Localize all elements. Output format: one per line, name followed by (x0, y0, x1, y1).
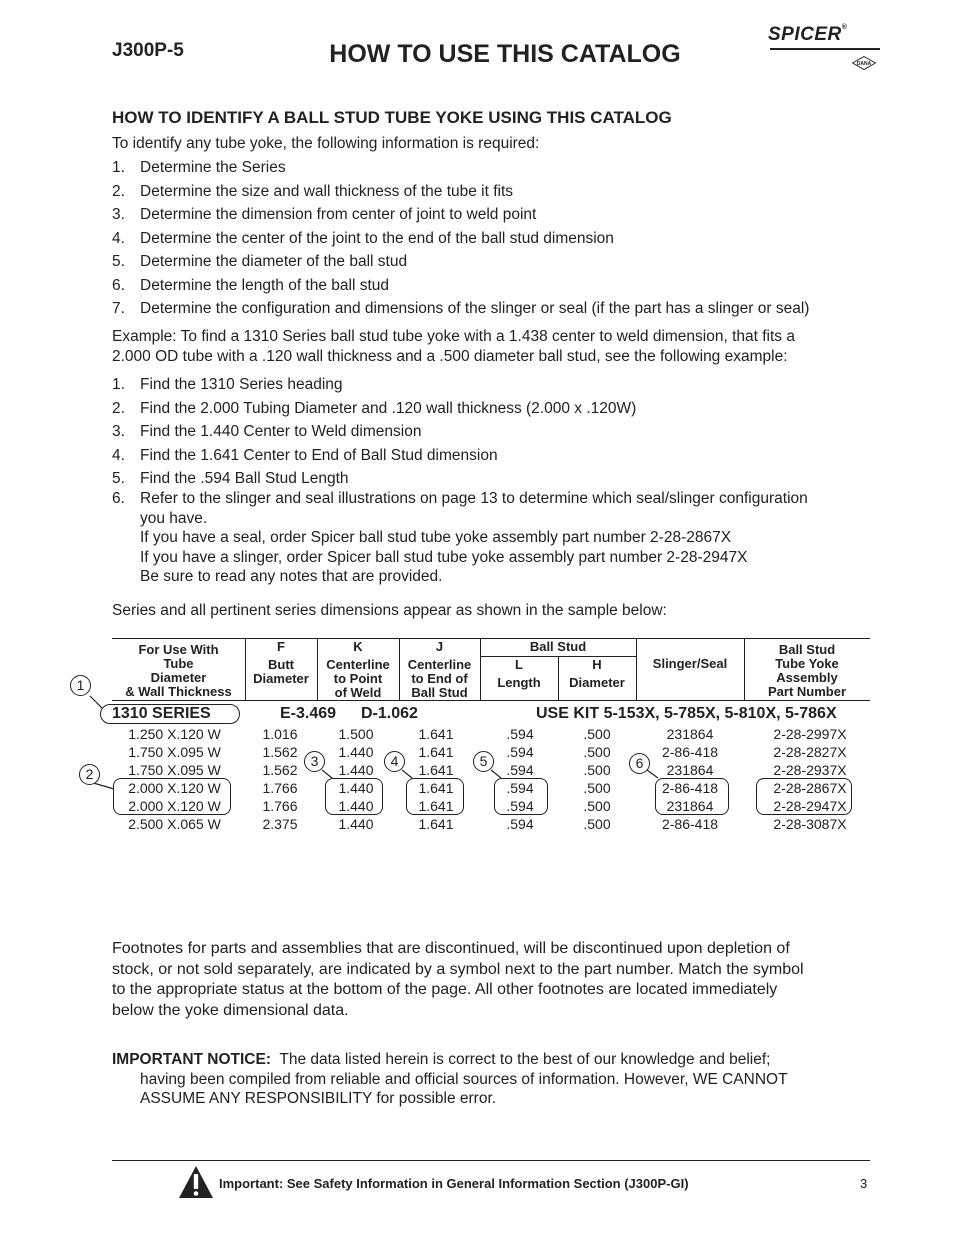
svg-text:DANA: DANA (856, 61, 872, 67)
header-part-number: Ball Stud Tube Yoke Assembly Part Number (767, 642, 847, 699)
table-cell-f: 1.562 (262, 762, 298, 778)
header-slinger: Slinger/Seal (652, 656, 728, 671)
table-cell-l: .594 (506, 780, 534, 796)
intro-text: To identify any tube yoke, the following information is required: (112, 135, 540, 152)
list-item: 5. Find the .594 Ball Stud Length (112, 470, 349, 487)
series-d: D-1.062 (361, 705, 418, 722)
table-cell-tube: 2.500 X.065 W (128, 816, 221, 832)
table-cell-h: .500 (583, 744, 611, 760)
series-kit: USE KIT 5-153X, 5-785X, 5-810X, 5-786X (536, 705, 837, 722)
list-item: 1. Determine the Series (112, 159, 286, 176)
list-item: 3. Find the 1.440 Center to Weld dimension (112, 423, 422, 440)
safety-footer-text: Important: See Safety Information in General Information Section (J300P-GI) (219, 1176, 689, 1191)
series-e: E-3.469 (280, 705, 337, 722)
example-steps-list (112, 376, 636, 494)
list-item: 4. Find the 1.641 Center to End of Ball Stud dimension (112, 446, 498, 464)
logo-rule (770, 48, 880, 50)
example-intro: Example: To find a 1310 Series ball stud tube yoke with a 1.438 center to weld dimension, that fits a 2.000 OD tube with a .120 wall thickness and a .500 diameter ball stud, see the following example: (112, 328, 795, 365)
callout-5: 5 (473, 751, 494, 772)
table-cell-l: .594 (506, 798, 534, 814)
table-cell-k: 1.500 (338, 726, 374, 742)
header-l: L Length (497, 657, 541, 690)
table-cell-seal: 2-86-418 (661, 816, 719, 832)
callout-3: 3 (304, 751, 325, 772)
footnotes-paragraph: Footnotes for parts and assemblies that are discontinued, will be discontinued upon depletion of stock, or not sold separately, are indicated by a symbol next to the part number. Match the symbol to the appropriate status at the bottom of the page. All other footnotes are located immediately below the yoke dimensional data. (112, 940, 804, 1019)
callout-4: 4 (384, 751, 405, 772)
table-cell-part: 2-28-2827X (773, 744, 847, 760)
header-k: K Centerline to Point of Weld (326, 639, 390, 700)
list-item: 6. Determine the length of the ball stud (112, 276, 390, 294)
table-cell-f: 1.562 (262, 744, 298, 760)
sample-series-table (76, 638, 870, 838)
table-cell-part: 2-28-3087X (773, 816, 847, 832)
table-cell-j: 1.641 (418, 816, 454, 832)
callout-2: 2 (79, 764, 100, 785)
table-cell-part: 2-28-2947X (773, 798, 847, 814)
list-item: 2. Determine the size and wall thickness of the tube it fits (112, 182, 514, 200)
table-cell-k: 1.440 (338, 744, 374, 760)
table-cell-l: .594 (506, 762, 534, 778)
page-number: 3 (860, 1176, 868, 1191)
table-cell-tube: 2.000 X.120 W (128, 780, 221, 796)
table-cell-tube: 2.000 X.120 W (128, 798, 221, 814)
table-cell-part: 2-28-2997X (773, 726, 847, 742)
table-cell-k: 1.440 (338, 816, 374, 832)
logo-wordmark: SPICER® (768, 24, 848, 45)
page-title: HOW TO USE THIS CATALOG (329, 40, 681, 68)
table-cell-tube: 1.750 X.095 W (128, 762, 221, 778)
example-step-6: 6. Refer to the slinger and seal illustrations on page 13 to determine which seal/slinger configuration you have. If you have a seal, order Spicer ball stud tube yoke assembly part number 2-28-2867X If you have a slinger, order Spicer ball stud tube yoke assembly part number 2-28-2947X Be sure to read any notes that are provided. (112, 490, 808, 585)
list-item: 4. Determine the center of the joint to the end of the ball stud dimension (112, 229, 614, 247)
list-item: 3. Determine the dimension from center of joint to weld point (112, 206, 537, 223)
table-cell-part: 2-28-2937X (773, 762, 847, 778)
footer-rule (112, 1160, 870, 1161)
important-notice: IMPORTANT NOTICE: The data listed herein is correct to the best of our knowledge and belief; having been compiled from reliable and official sources of information. However, WE CANNOT ASSUME ANY RESPONSIBILITY for possible error. (112, 1051, 788, 1107)
callout-6: 6 (629, 753, 650, 774)
table-cell-k: 1.440 (338, 780, 374, 796)
table-cell-j: 1.641 (418, 798, 454, 814)
table-cell-seal: 231864 (666, 798, 714, 814)
table-cell-seal: 2-86-418 (661, 744, 719, 760)
table-cell-h: .500 (583, 780, 611, 796)
warning-icon (178, 1165, 214, 1199)
table-cell-seal: 231864 (666, 726, 714, 742)
header-tube: For Use With Tube Diameter & Wall Thickness (125, 642, 232, 699)
list-item: 2. Find the 2.000 Tubing Diameter and .120 wall thickness (2.000 x .120W) (112, 399, 637, 417)
header-ball-stud: Ball Stud (529, 639, 587, 654)
series-name: 1310 SERIES (112, 705, 211, 722)
table-cell-l: .594 (506, 744, 534, 760)
header-f: F Butt Diameter (253, 639, 309, 686)
table-cell-f: 1.766 (262, 780, 298, 796)
section-heading: HOW TO IDENTIFY A BALL STUD TUBE YOKE USING THIS CATALOG (112, 108, 672, 127)
table-cell-f: 1.016 (262, 726, 298, 742)
dana-diamond-icon (852, 56, 876, 70)
table-cell-h: .500 (583, 762, 611, 778)
list-item: 1. Find the 1310 Series heading (112, 376, 343, 393)
header-j: J Centerline to End of Ball Stud (407, 639, 472, 700)
callout-connectors (62, 678, 142, 798)
document-code: J300P-5 (112, 40, 184, 61)
table-cell-l: .594 (506, 816, 534, 832)
notice-label: IMPORTANT NOTICE: (112, 1051, 272, 1068)
table-cell-k: 1.440 (338, 762, 374, 778)
spicer-logo (768, 24, 884, 74)
callout-1: 1 (70, 675, 91, 696)
sample-intro: Series and all pertinent series dimensions appear as shown in the sample below: (112, 602, 667, 619)
table-cell-h: .500 (583, 816, 611, 832)
list-item: 7. Determine the configuration and dimensions of the slinger or seal (if the part has a slinger or seal) (112, 300, 810, 317)
table-cell-j: 1.641 (418, 780, 454, 796)
table-cell-tube: 1.250 X.120 W (128, 726, 221, 742)
requirements-list (112, 159, 809, 324)
table-cell-j: 1.641 (418, 744, 454, 760)
table-cell-l: .594 (506, 726, 534, 742)
table-cell-f: 1.766 (262, 798, 298, 814)
header-h: H Diameter (569, 657, 625, 690)
table-cell-tube: 1.750 X.095 W (128, 744, 221, 760)
table-cell-seal: 231864 (666, 762, 714, 778)
table-cell-j: 1.641 (418, 726, 454, 742)
table-cell-seal: 2-86-418 (661, 780, 719, 796)
table-cell-f: 2.375 (262, 816, 298, 832)
table-cell-h: .500 (583, 798, 611, 814)
table-cell-k: 1.440 (338, 798, 374, 814)
table-cell-h: .500 (583, 726, 611, 742)
table-cell-part: 2-28-2867X (773, 780, 847, 796)
table-cell-j: 1.641 (418, 762, 454, 778)
list-item: 5. Determine the diameter of the ball stud (112, 253, 408, 270)
